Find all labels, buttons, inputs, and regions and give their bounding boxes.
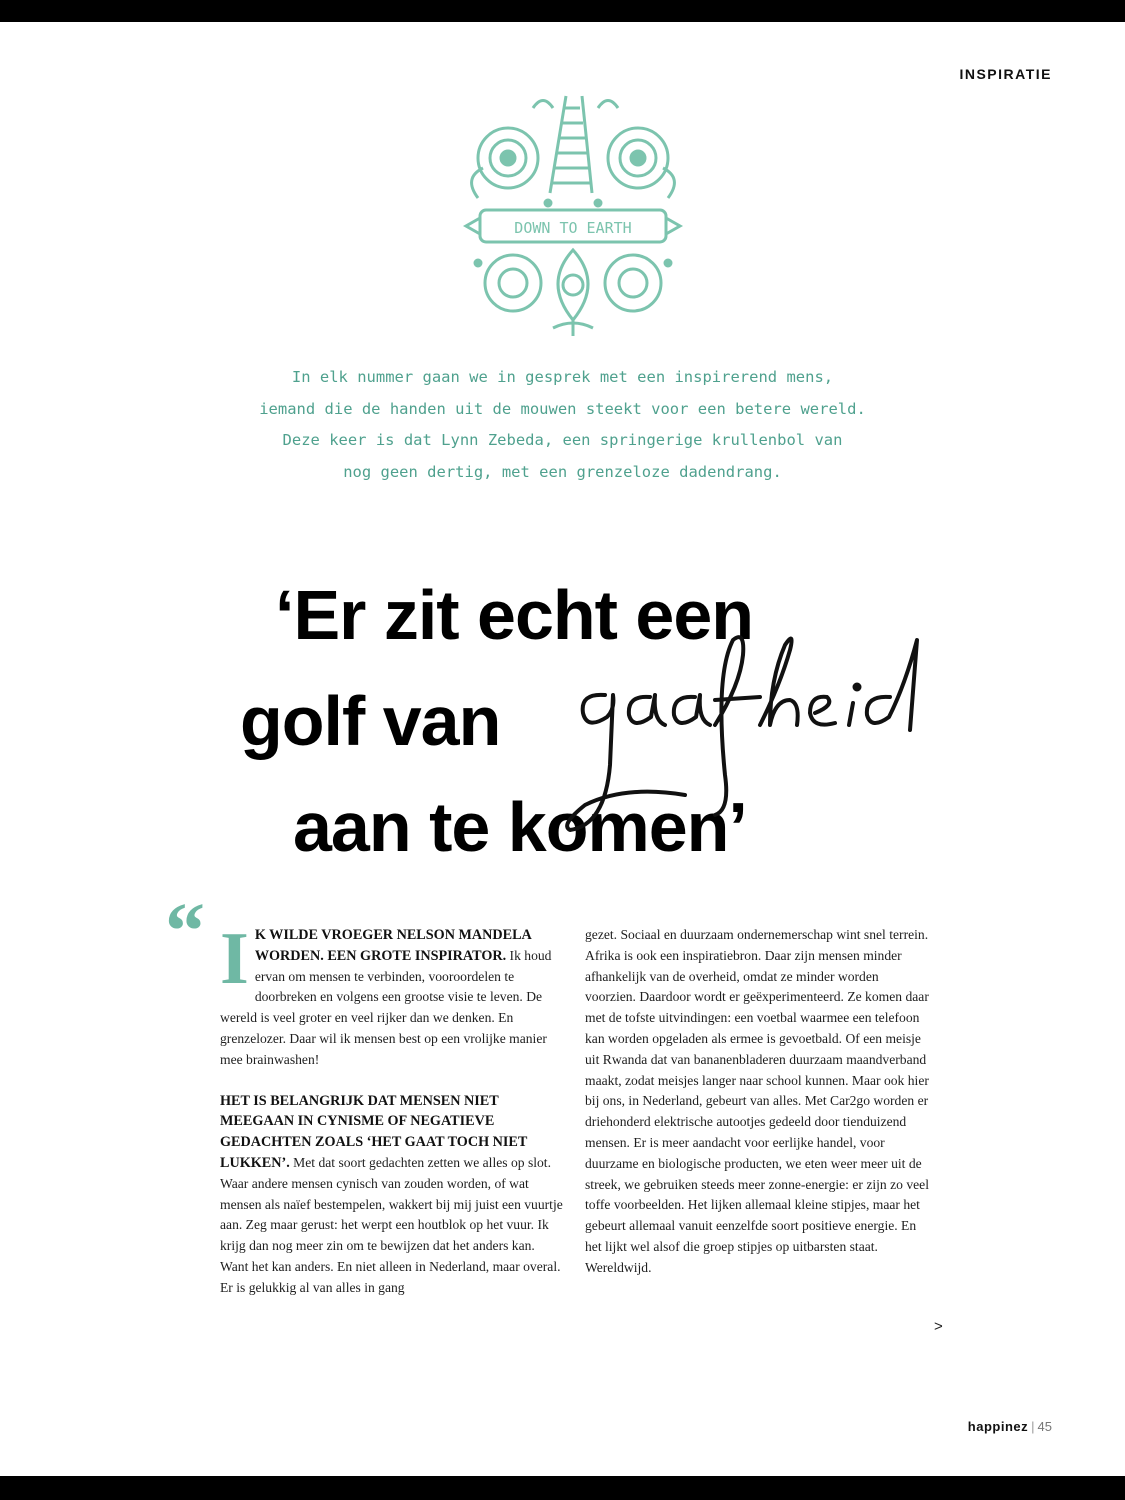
paragraph-1-body: Ik houd ervan om mensen te verbinden, vooroordelen te doorbreken en volgens een grootse visie te leven. De wereld is veel groter en veel rijker dan we denken. En grenzelozer. Daar wil ik mensen best op een vrolijke manier mee brainwashen! [220, 947, 552, 1067]
paragraph-2-lead: HET IS BELANGRIJK DAT MENSEN NIET MEEGAAN IN CYNISME OF NEGATIEVE GEDACHTEN ZOALS ‘HET GAAT TOCH NIET LUKKEN’. [220, 1092, 528, 1171]
down-to-earth-emblem [458, 88, 688, 340]
emblem-label: DOWN TO EARTH [514, 219, 632, 237]
top-bar [0, 0, 1125, 22]
headline-line-1: ‘Er zit echt een [275, 576, 754, 654]
footer-separator: | [1031, 1419, 1035, 1434]
headline-line-2: golf van [240, 682, 501, 760]
script-word-gaafheid [565, 625, 955, 850]
page-number: 45 [1037, 1419, 1052, 1434]
paragraph-2-body: Met dat soort gedachten zetten we alles op slot. Waar andere mensen cynisch van zouden worden, of wat mensen als naïef bestempelen, wakkert bij mij juist een vuurtje aan. Zeg maar gerust: het werpt een houtblok op het vuur. Ik krijg dan nog meer zin om te bewijzen dat het anders kan. Want het kan anders. En niet alleen in Nederland, maar overal. Er is gelukkig al van alles in gang [220, 1154, 563, 1295]
paragraph-3: gezet. Sociaal en duurzaam ondernemerschap wint snel terrein. Afrika is ook een inspiratiebron. Daar zijn mensen minder afhankelijk van de overheid, omdat ze minder worden voorzien. Daardoor wordt er geëxperimenteerd. Ze komen daar met de tofste uitvindingen: een voetbal waarmee een telefoon kan worden opgeladen als ermee is gevoetbald. Of een meisje uit Rwanda dat van bananenbladeren duurzaam maandverband maakt, zodat meisjes langer naar school kunnen. Maar ook hier bij ons, in Nederland, gebeurt van alles. Met Car2go worden er driehonderd elektrische autootjes gedeeld door tienduizend mensen. Er is meer aandacht voor eerlijke handel, voor duurzame en biologische producten, we eten weer meer uit de streek, we gebruiken steeds meer zonne-energie: er zijn zo veel toffe voorbeelden. Het lijken allemaal kleine stipjes, maar het gebeurt allemaal vanuit eenzelfde soort positieve energie. En het lijkt wel alsof die groep stipjes op uitbarsten staat. Wereldwijd. [585, 927, 929, 1275]
intro-line: Deze keer is dat Lynn Zebeda, een springerige krullenbol van [282, 431, 843, 449]
paragraph-1-lead: K WILDE VROEGER NELSON MANDELA WORDEN. EEN GROTE INSPIRATOR. [254, 927, 531, 964]
article-column-2 [585, 925, 930, 1279]
intro-line: In elk nummer gaan we in gesprek met een inspirerend mens, [291, 368, 834, 386]
section-label: INSPIRATIE [959, 66, 1052, 82]
quote-mark: “ [165, 888, 205, 976]
paragraph-1 [220, 918, 565, 1071]
intro-line: nog geen dertig, met een grenzeloze dadendrang. [343, 462, 782, 481]
drop-cap: I [220, 918, 249, 1000]
page-footer [968, 1419, 1052, 1434]
bottom-bar [0, 1476, 1125, 1500]
article-column-1 [220, 918, 565, 1299]
headline-line-3: aan te komen’ [293, 788, 747, 866]
continue-arrow-icon: > [934, 1318, 943, 1335]
intro-text [160, 362, 965, 488]
magazine-brand: happinez [967, 1419, 1029, 1434]
paragraph-2 [220, 1091, 565, 1299]
intro-line: iemand die de handen uit de mouwen steekt voor een betere wereld. [259, 399, 866, 418]
